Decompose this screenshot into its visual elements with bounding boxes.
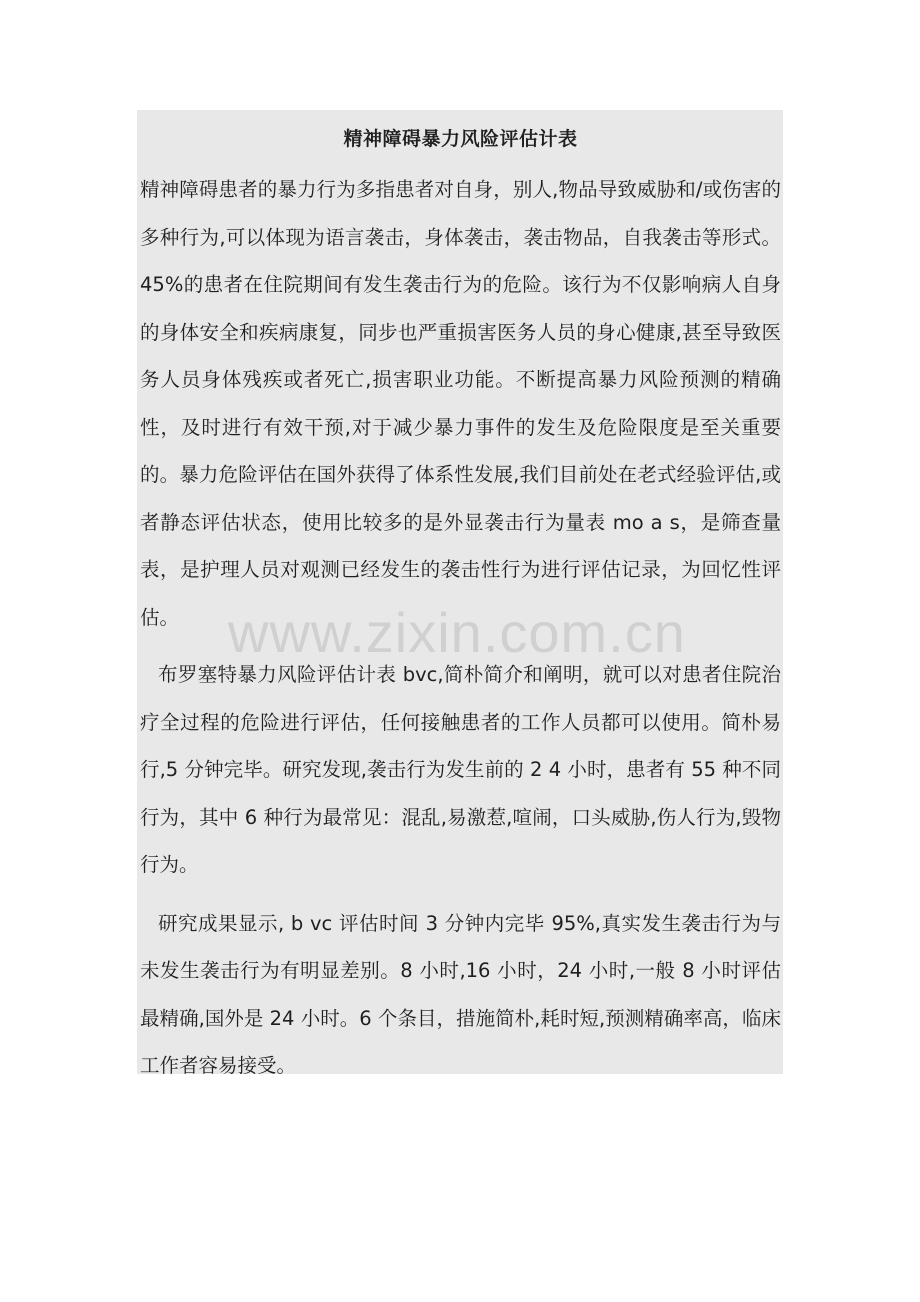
paragraph-intro: 精神障碍患者的暴力行为多指患者对自身，别人,物品导致威胁和/或伤害的多种行为,可以体现为语言袭击，身体袭击，袭击物品，自我袭击等形式。45%的患者在住院期间有发生袭击行为的危险。该行为不仅影响病人自身的身体安全和疾病康复，同步也严重损害医务人员的身心健康,甚至导致医务人员身体残疾或者死亡,损害职业功能。不断提高暴力风险预测的精确性，及时进行有效干预,对于减少暴力事件的发生及危险限度是至关重要的。暴力危险评估在国外获得了体系性发展,我们目前处在老式经验评估,或者静态评估状态，使用比较多的是外显袭击行为量表 mo a s，是筛查量表，是护理人员对观测已经发生的袭击性行为进行评估记录，为回忆性评估。 (140, 178, 781, 629)
paragraph-research-results: 研究成果显示, b vc 评估时间 3 分钟内完毕 95%,真实发生袭击行为与未发生袭击行为有明显差别。8 小时,16 小时，24 小时,一般 8 小时评估最精确,国外是 24 小时。6 个条目，措施简朴,耗时短,预测精确率高，临床工作者容易接受。 (140, 911, 781, 1077)
document-block (137, 110, 783, 1077)
document-title: 精神障碍暴力风险评估计表 (343, 128, 578, 150)
paragraph-bvc-introduction: 布罗塞特暴力风险评估计表 bvc,简朴简介和阐明，就可以对患者住院治疗全过程的危险进行评估，任何接触患者的工作人员都可以使用。简朴易行,5 分钟完毕。研究发现,袭击行为发生前的 2 4 小时，患者有 55 种不同行为，其中 6 种行为最常见：混乱,易激惹,喧闹，口头威胁,伤人行为,毁物行为。 (140, 663, 781, 876)
